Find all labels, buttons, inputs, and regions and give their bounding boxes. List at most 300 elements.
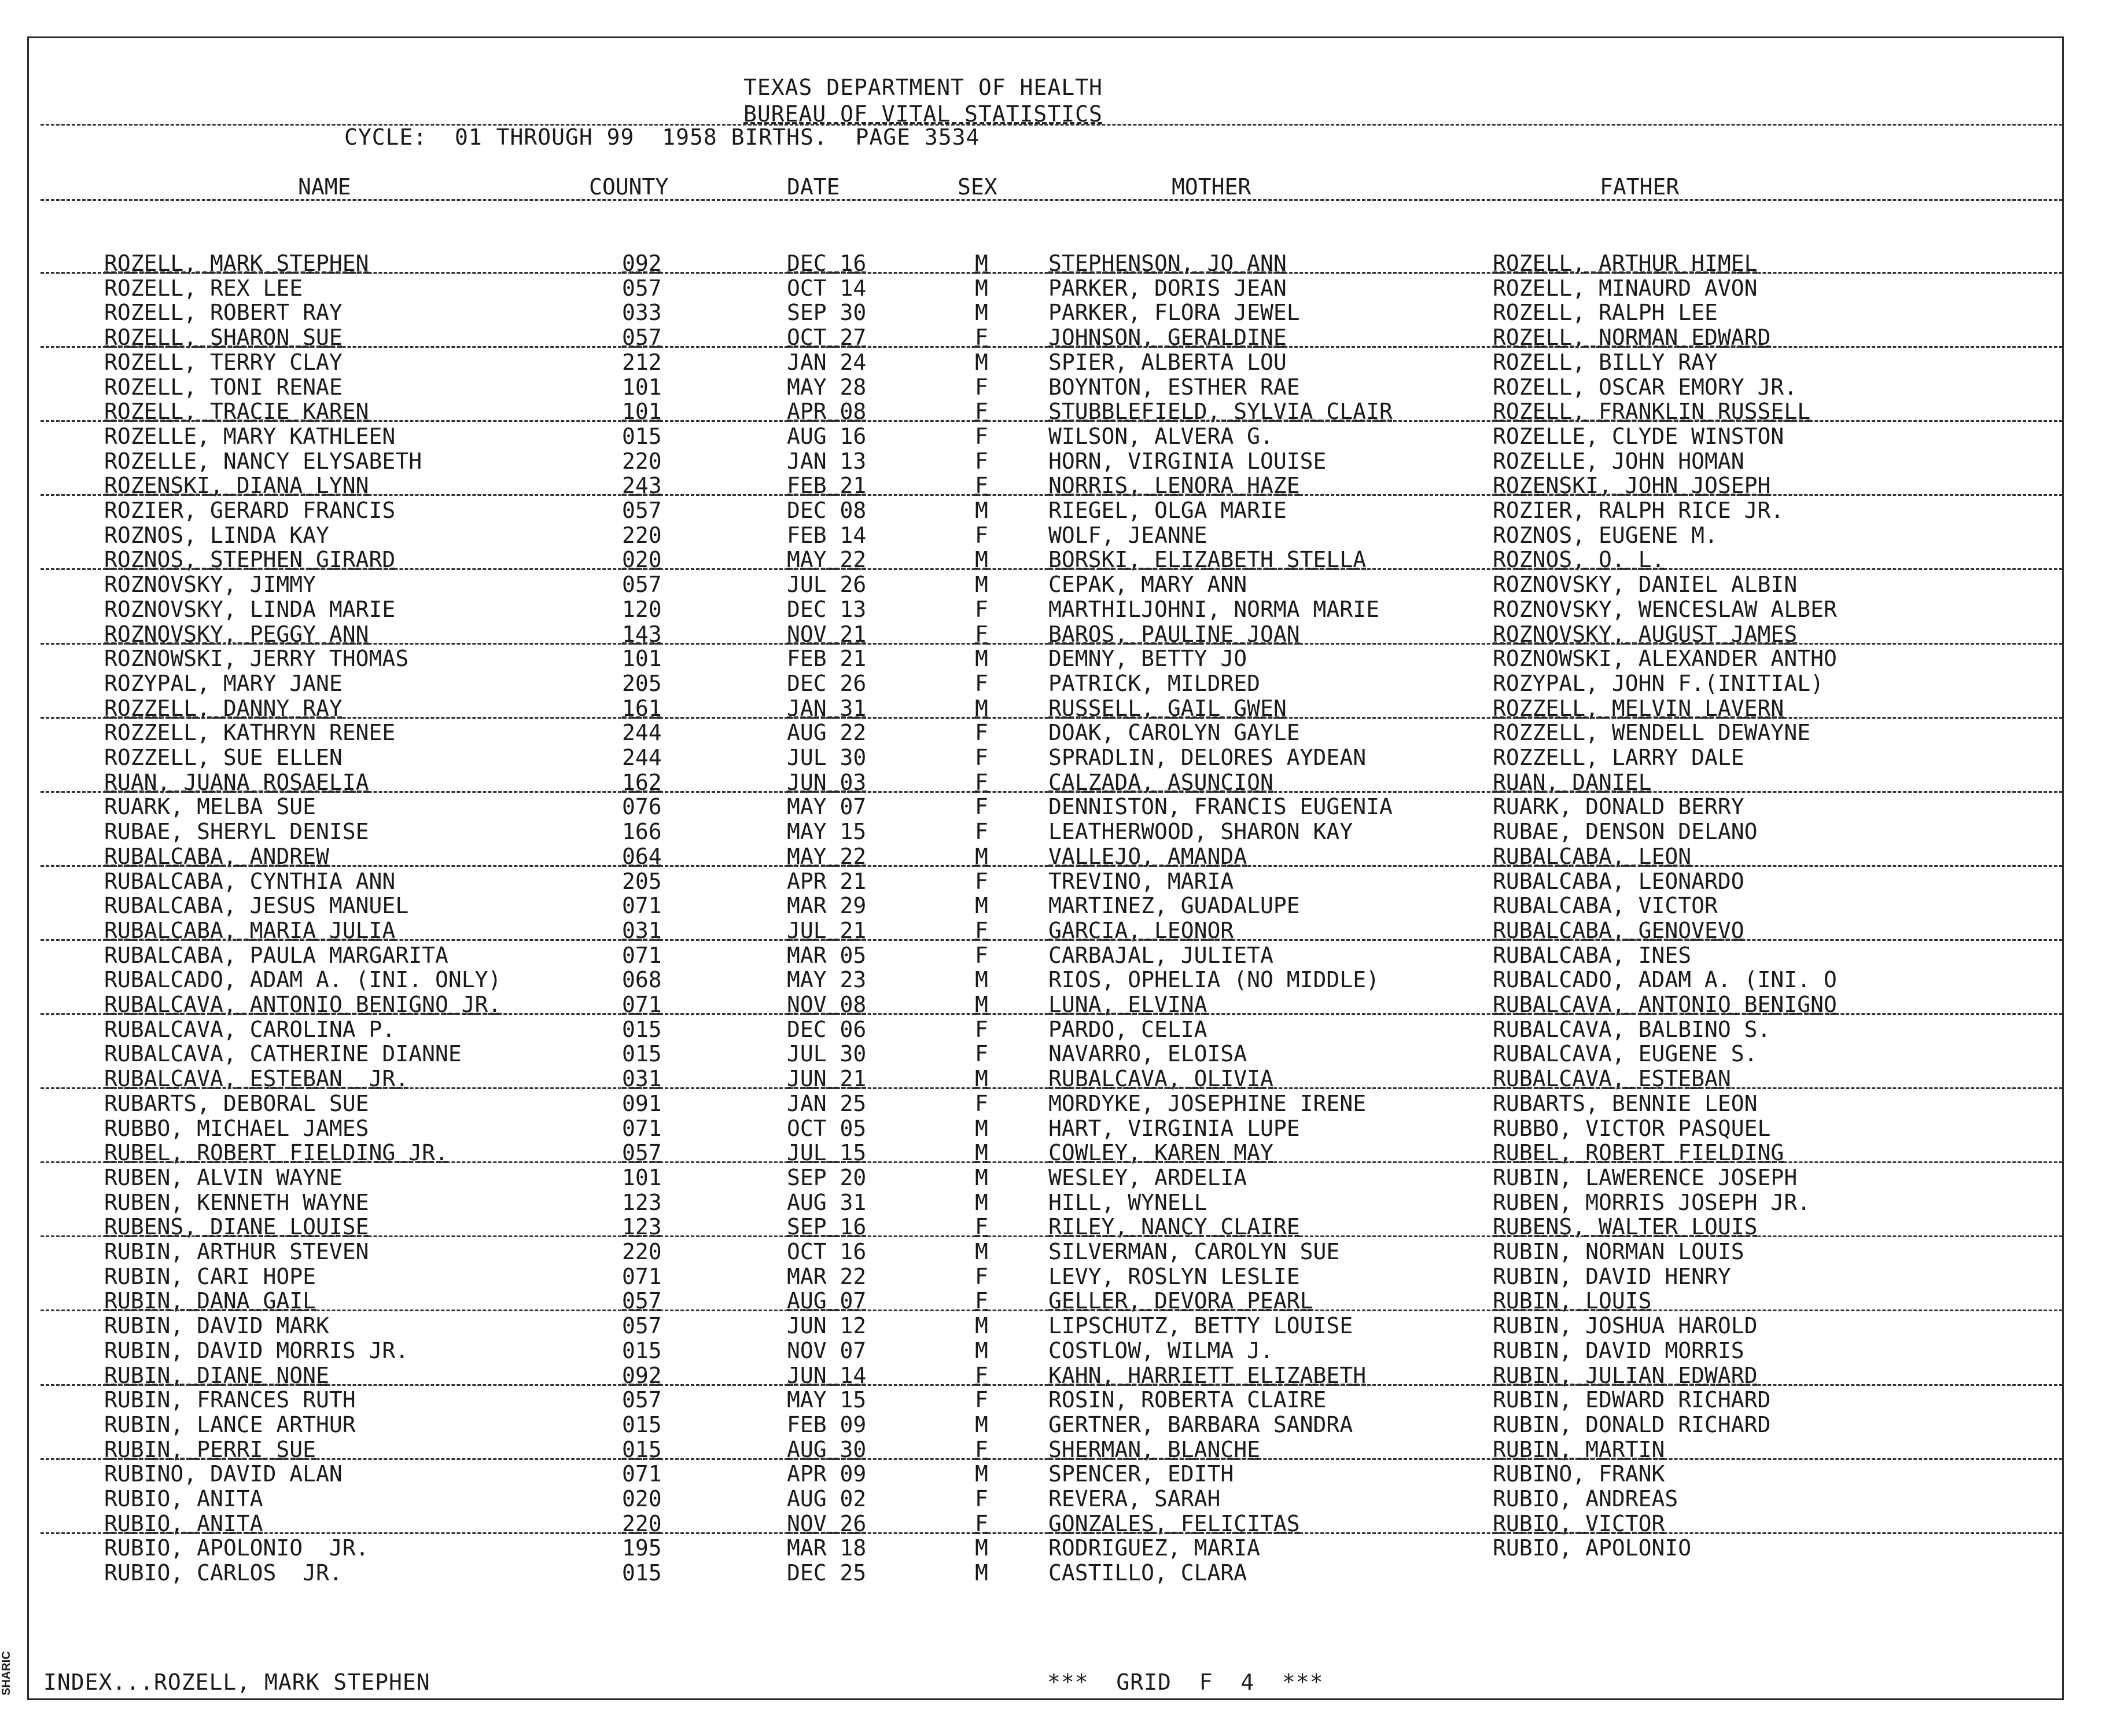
cell-mother: LEATHERWOOD, SHARON KAY — [1048, 819, 1353, 844]
cell-mother: BOYNTON, ESTHER RAE — [1048, 374, 1300, 400]
cell-county: 205 — [622, 671, 662, 696]
cell-name: ROZELL, ROBERT RAY — [104, 300, 343, 325]
cell-name: RUBIO, ANITA — [104, 1511, 263, 1536]
cell-sex: M — [975, 1165, 988, 1190]
cell-date: SEP 16 — [787, 1214, 867, 1240]
cell-name: ROZZELL, DANNY RAY — [104, 696, 343, 721]
cell-county: 212 — [622, 350, 662, 375]
cell-date: FEB 21 — [787, 473, 867, 498]
table-row — [0, 1388, 2117, 1413]
cell-date: JAN 24 — [787, 350, 867, 375]
cell-date: NOV 26 — [787, 1511, 867, 1536]
cell-mother: TREVINO, MARIA — [1048, 869, 1234, 894]
cell-county: 033 — [622, 300, 662, 325]
cell-date: NOV 21 — [787, 621, 867, 647]
cell-date: OCT 14 — [787, 275, 867, 301]
cell-date: MAY 28 — [787, 374, 867, 400]
cell-father: ROZELL, FRANKLIN RUSSELL — [1493, 399, 1811, 424]
cell-county: 015 — [622, 1017, 662, 1042]
cell-sex: F — [975, 523, 988, 548]
table-row — [0, 449, 2117, 474]
cell-date: MAY 23 — [787, 967, 867, 992]
row-group-divider — [41, 1310, 2063, 1311]
cell-father: RUBENS, WALTER LOUIS — [1493, 1214, 1758, 1240]
cell-name: RUBIN, ARTHUR STEVEN — [104, 1239, 369, 1264]
cell-father: ROZELL, MINAURD AVON — [1493, 275, 1758, 301]
cell-county: 071 — [622, 1116, 662, 1141]
table-row — [0, 424, 2117, 449]
cell-date: OCT 05 — [787, 1116, 867, 1141]
cell-county: 071 — [622, 943, 662, 968]
cell-name: ROZELL, TERRY CLAY — [104, 350, 343, 375]
cell-county: 101 — [622, 1165, 662, 1190]
row-group-divider — [41, 1161, 2063, 1163]
cell-father: ROZIER, RALPH RICE JR. — [1493, 498, 1784, 523]
cell-county: 020 — [622, 547, 662, 572]
table-row — [0, 943, 2117, 968]
cell-county: 220 — [622, 448, 662, 474]
cell-sex: M — [975, 1535, 988, 1561]
cell-name: RUBALCADO, ADAM A. (INI. ONLY) — [104, 967, 502, 992]
table-row — [0, 1042, 2117, 1066]
cell-county: 057 — [622, 1288, 662, 1314]
cell-father: RUARK, DONALD BERRY — [1493, 794, 1744, 819]
cell-sex: M — [975, 300, 988, 325]
cell-date: FEB 21 — [787, 646, 867, 671]
cell-father: ROZNOVSKY, DANIEL ALBIN — [1493, 572, 1798, 597]
cell-date: JUL 30 — [787, 1041, 867, 1066]
cell-mother: RILEY, NANCY CLAIRE — [1048, 1214, 1300, 1240]
cell-sex: F — [975, 1511, 988, 1536]
cell-county: 064 — [622, 844, 662, 869]
table-row — [0, 1314, 2117, 1338]
cell-county: 101 — [622, 646, 662, 671]
cell-mother: RUBALCAVA, OLIVIA — [1048, 1066, 1273, 1091]
cell-name: RUBEN, KENNETH WAYNE — [104, 1190, 369, 1215]
cell-county: 031 — [622, 1066, 662, 1091]
row-group-divider — [41, 1458, 2063, 1460]
row-group-divider — [41, 791, 2063, 793]
cell-father: RUBIN, DAVID MORRIS — [1493, 1338, 1744, 1363]
cell-sex: M — [975, 844, 988, 869]
cell-name: RUBARTS, DEBORAL SUE — [104, 1091, 369, 1116]
cell-name: RUBIN, CARI HOPE — [104, 1264, 316, 1289]
column-header-name: NAME — [298, 174, 351, 200]
cell-father: RUBIN, LOUIS — [1493, 1288, 1652, 1314]
cell-county: 020 — [622, 1486, 662, 1511]
cell-name: RUBIO, CARLOS JR. — [104, 1560, 343, 1586]
cell-date: OCT 27 — [787, 325, 867, 350]
table-row — [0, 720, 2117, 745]
cell-name: RUBIN, LANCE ARTHUR — [104, 1412, 356, 1437]
row-group-divider — [41, 272, 2063, 274]
cell-name: RUBEL, ROBERT FIELDING JR. — [104, 1140, 448, 1165]
cell-sex: M — [975, 547, 988, 572]
cell-county: 068 — [622, 967, 662, 992]
table-row — [0, 1338, 2117, 1363]
cell-sex: M — [975, 251, 988, 276]
cell-sex: M — [975, 572, 988, 597]
cell-mother: STEPHENSON, JO ANN — [1048, 251, 1287, 276]
cell-father: RUBALCABA, VICTOR — [1493, 893, 1718, 918]
row-group-divider — [41, 1532, 2063, 1534]
cell-sex: F — [975, 473, 988, 498]
cell-date: MAY 15 — [787, 1387, 867, 1413]
cell-name: RUBIN, DANA GAIL — [104, 1288, 316, 1314]
cell-mother: SHERMAN, BLANCHE — [1048, 1437, 1261, 1462]
cell-mother: MARTHILJOHNI, NORMA MARIE — [1048, 597, 1379, 622]
column-header-father: FATHER — [1600, 174, 1680, 200]
cell-mother: HORN, VIRGINIA LOUISE — [1048, 448, 1327, 474]
cell-county: 071 — [622, 1264, 662, 1289]
table-row — [0, 300, 2117, 325]
row-group-divider — [41, 865, 2063, 867]
table-row — [0, 795, 2117, 819]
header-bureau: BUREAU OF VITAL STATISTICS — [743, 101, 1103, 127]
cell-date: AUG 07 — [787, 1288, 867, 1314]
cell-name: ROZELL, SHARON SUE — [104, 325, 343, 350]
cell-county: 057 — [622, 572, 662, 597]
cell-county: 057 — [622, 1387, 662, 1413]
cell-father: RUBIO, ANDREAS — [1493, 1486, 1678, 1511]
cell-county: 071 — [622, 1461, 662, 1487]
cell-sex: M — [975, 967, 988, 992]
cell-date: DEC 26 — [787, 671, 867, 696]
table-row — [0, 671, 2117, 696]
cell-county: 015 — [622, 1560, 662, 1586]
cell-father: ROZENSKI, JOHN JOSEPH — [1493, 473, 1771, 498]
cell-sex: F — [975, 770, 988, 795]
cell-mother: GONZALES, FELICITAS — [1048, 1511, 1300, 1536]
cell-father: RUBIO, VICTOR — [1493, 1511, 1665, 1536]
cell-date: JAN 25 — [787, 1091, 867, 1116]
cell-county: 015 — [622, 1437, 662, 1462]
cell-county: 091 — [622, 1091, 662, 1116]
cell-mother: VALLEJO, AMANDA — [1048, 844, 1247, 869]
cell-name: RUBALCABA, JESUS MANUEL — [104, 893, 409, 918]
cell-county: 071 — [622, 893, 662, 918]
row-group-divider — [41, 939, 2063, 941]
table-row — [0, 1561, 2117, 1586]
table-row — [0, 869, 2117, 894]
cell-county: 195 — [622, 1535, 662, 1561]
cell-mother: SPRADLIN, DELORES AYDEAN — [1048, 745, 1367, 770]
cell-father: RUBALCAVA, EUGENE S. — [1493, 1041, 1758, 1066]
cell-sex: F — [975, 1288, 988, 1314]
table-row — [0, 498, 2117, 523]
cell-date: JAN 13 — [787, 448, 867, 474]
cell-county: 244 — [622, 720, 662, 745]
cell-mother: DEMNY, BETTY JO — [1048, 646, 1247, 671]
cell-sex: F — [975, 671, 988, 696]
cell-name: ROZELLE, NANCY ELYSABETH — [104, 448, 422, 474]
cell-father: RUBALCABA, INES — [1493, 943, 1692, 968]
table-row — [0, 1116, 2117, 1141]
cell-sex: F — [975, 1041, 988, 1066]
cell-county: 220 — [622, 523, 662, 548]
table-row — [0, 1536, 2117, 1561]
cell-mother: HILL, WYNELL — [1048, 1190, 1207, 1215]
birth-records-table — [0, 251, 2117, 1605]
cell-date: JUN 12 — [787, 1313, 867, 1338]
row-group-divider — [41, 420, 2063, 422]
cell-date: DEC 16 — [787, 251, 867, 276]
cell-father: ROZZELL, WENDELL DEWAYNE — [1493, 720, 1811, 745]
cell-father: RUBIN, NORMAN LOUIS — [1493, 1239, 1744, 1264]
table-row — [0, 597, 2117, 622]
table-row — [0, 523, 2117, 548]
cell-father: RUBIN, DAVID HENRY — [1493, 1264, 1731, 1289]
table-row — [0, 1165, 2117, 1190]
cell-father: RUBALCABA, LEONARDO — [1493, 869, 1744, 894]
cell-sex: F — [975, 1091, 988, 1116]
cell-name: ROZENSKI, DIANA LYNN — [104, 473, 369, 498]
cell-county: 101 — [622, 374, 662, 400]
cell-father: RUBIN, JULIAN EDWARD — [1493, 1363, 1758, 1388]
cell-date: NOV 07 — [787, 1338, 867, 1363]
cell-sex: M — [975, 1116, 988, 1141]
cell-father: ROZYPAL, JOHN F.(INITIAL) — [1493, 671, 1824, 696]
cell-date: SEP 30 — [787, 300, 867, 325]
table-row — [0, 893, 2117, 918]
row-group-divider — [41, 717, 2063, 719]
cell-father: RUBALCAVA, BALBINO S. — [1493, 1017, 1771, 1042]
cell-mother: GELLER, DEVORA PEARL — [1048, 1288, 1313, 1314]
table-row — [0, 1017, 2117, 1042]
cell-date: APR 21 — [787, 869, 867, 894]
cell-father: ROZELL, NORMAN EDWARD — [1493, 325, 1771, 350]
cell-mother: CARBAJAL, JULIETA — [1048, 943, 1273, 968]
cell-mother: COSTLOW, WILMA J. — [1048, 1338, 1273, 1363]
cell-date: MAY 15 — [787, 819, 867, 844]
cell-name: RUBEN, ALVIN WAYNE — [104, 1165, 343, 1190]
cell-date: AUG 22 — [787, 720, 867, 745]
cell-sex: M — [975, 498, 988, 523]
cell-mother: PARKER, DORIS JEAN — [1048, 275, 1287, 301]
cell-name: RUBINO, DAVID ALAN — [104, 1461, 343, 1487]
cell-county: 076 — [622, 794, 662, 819]
cell-name: ROZNOS, LINDA KAY — [104, 523, 329, 548]
cell-mother: MARTINEZ, GUADALUPE — [1048, 893, 1300, 918]
cell-sex: M — [975, 646, 988, 671]
cell-father: ROZNOS, EUGENE M. — [1493, 523, 1718, 548]
cell-sex: F — [975, 794, 988, 819]
cell-father: RUBARTS, BENNIE LEON — [1493, 1091, 1758, 1116]
cell-date: SEP 20 — [787, 1165, 867, 1190]
cell-county: 057 — [622, 1140, 662, 1165]
cell-father: RUBALCABA, GENOVEVO — [1493, 918, 1744, 943]
table-row — [0, 1487, 2117, 1511]
cell-county: 123 — [622, 1190, 662, 1215]
cell-name: RUBIN, DIANE NONE — [104, 1363, 329, 1388]
cell-father: RUBIO, APOLONIO — [1493, 1535, 1692, 1561]
row-group-divider — [41, 1235, 2063, 1237]
row-group-divider — [41, 346, 2063, 348]
cell-mother: RIOS, OPHELIA (NO MIDDLE) — [1048, 967, 1379, 992]
cell-father: ROZELL, RALPH LEE — [1493, 300, 1718, 325]
cell-sex: M — [975, 1412, 988, 1437]
cell-sex: F — [975, 943, 988, 968]
cell-father: RUBALCAVA, ANTONIO BENIGNO — [1493, 992, 1837, 1017]
cell-county: 092 — [622, 251, 662, 276]
cell-name: ROZIER, GERARD FRANCIS — [104, 498, 396, 523]
cell-date: JUL 15 — [787, 1140, 867, 1165]
table-row — [0, 1413, 2117, 1437]
cell-father: RUBIN, EDWARD RICHARD — [1493, 1387, 1771, 1413]
cell-date: DEC 25 — [787, 1560, 867, 1586]
cell-county: 057 — [622, 1313, 662, 1338]
cell-name: RUBBO, MICHAEL JAMES — [104, 1116, 369, 1141]
cell-sex: M — [975, 1338, 988, 1363]
cell-sex: F — [975, 597, 988, 622]
row-group-divider — [41, 568, 2063, 570]
cell-father: ROZELLE, CLYDE WINSTON — [1493, 424, 1784, 449]
cell-mother: MORDYKE, JOSEPHINE IRENE — [1048, 1091, 1367, 1116]
cell-name: ROZELL, MARK STEPHEN — [104, 251, 369, 276]
cell-father: RUBALCABA, LEON — [1493, 844, 1692, 869]
cell-sex: F — [975, 621, 988, 647]
table-row — [0, 1264, 2117, 1289]
cell-sex: M — [975, 696, 988, 721]
cell-date: DEC 13 — [787, 597, 867, 622]
cell-date: JUN 03 — [787, 770, 867, 795]
cell-name: ROZELL, TRACIE KAREN — [104, 399, 369, 424]
cell-father: ROZELL, BILLY RAY — [1493, 350, 1718, 375]
cell-sex: M — [975, 1066, 988, 1091]
cell-county: 057 — [622, 498, 662, 523]
cell-father: RUBIN, DONALD RICHARD — [1493, 1412, 1771, 1437]
cell-mother: ROSIN, ROBERTA CLAIRE — [1048, 1387, 1327, 1413]
cell-sex: F — [975, 1264, 988, 1289]
cell-name: ROZELL, TONI RENAE — [104, 374, 343, 400]
cell-father: RUBALCADO, ADAM A. (INI. O — [1493, 967, 1837, 992]
cell-mother: DENNISTON, FRANCIS EUGENIA — [1048, 794, 1393, 819]
cell-sex: F — [975, 1437, 988, 1462]
cell-mother: LIPSCHUTZ, BETTY LOUISE — [1048, 1313, 1353, 1338]
cell-sex: F — [975, 448, 988, 474]
cell-sex: M — [975, 1190, 988, 1215]
table-row — [0, 572, 2117, 597]
cell-father: RUBEN, MORRIS JOSEPH JR. — [1493, 1190, 1811, 1215]
cell-father: RUBEL, ROBERT FIELDING — [1493, 1140, 1784, 1165]
cell-father: ROZNOVSKY, AUGUST JAMES — [1493, 621, 1798, 647]
table-row — [0, 1091, 2117, 1116]
cell-sex: F — [975, 1017, 988, 1042]
cell-sex: F — [975, 424, 988, 449]
cell-father: RUBIN, LAWERENCE JOSEPH — [1493, 1165, 1798, 1190]
cell-sex: F — [975, 720, 988, 745]
table-row — [0, 968, 2117, 992]
column-header-mother: MOTHER — [1172, 174, 1251, 200]
cell-date: JUL 21 — [787, 918, 867, 943]
cell-name: RUBIN, FRANCES RUTH — [104, 1387, 356, 1413]
cell-sex: M — [975, 275, 988, 301]
cell-mother: JOHNSON, GERALDINE — [1048, 325, 1287, 350]
cell-mother: PATRICK, MILDRED — [1048, 671, 1261, 696]
cell-mother: NAVARRO, ELOISA — [1048, 1041, 1247, 1066]
cell-mother: BORSKI, ELIZABETH STELLA — [1048, 547, 1367, 572]
cell-mother: PARDO, CELIA — [1048, 1017, 1207, 1042]
cell-mother: WESLEY, ARDELIA — [1048, 1165, 1247, 1190]
cell-sex: M — [975, 1313, 988, 1338]
cell-mother: HART, VIRGINIA LUPE — [1048, 1116, 1300, 1141]
cell-father: ROZNOWSKI, ALEXANDER ANTHO — [1493, 646, 1837, 671]
cell-mother: BAROS, PAULINE JOAN — [1048, 621, 1300, 647]
cell-mother: WILSON, ALVERA G. — [1048, 424, 1273, 449]
cell-name: RUBIO, APOLONIO JR. — [104, 1535, 369, 1561]
cell-county: 015 — [622, 1041, 662, 1066]
cell-father: RUBIN, JOSHUA HAROLD — [1493, 1313, 1758, 1338]
cell-sex: M — [975, 350, 988, 375]
cell-date: MAY 07 — [787, 794, 867, 819]
cell-date: MAR 22 — [787, 1264, 867, 1289]
cell-date: JAN 31 — [787, 696, 867, 721]
cell-county: 161 — [622, 696, 662, 721]
cell-date: JUN 14 — [787, 1363, 867, 1388]
cell-mother: LUNA, ELVINA — [1048, 992, 1207, 1017]
header-cycle: CYCLE: 01 THROUGH 99 1958 BIRTHS. PAGE 3534 — [344, 124, 980, 150]
cell-county: 244 — [622, 745, 662, 770]
cell-sex: M — [975, 893, 988, 918]
cell-mother: KAHN, HARRIETT ELIZABETH — [1048, 1363, 1367, 1388]
side-stamp — [0, 1638, 23, 1701]
cell-sex: M — [975, 1461, 988, 1487]
cell-father: ROZELL, OSCAR EMORY JR. — [1493, 374, 1798, 400]
row-group-divider — [41, 643, 2063, 645]
cell-father: RUBALCAVA, ESTEBAN — [1493, 1066, 1731, 1091]
cell-date: DEC 06 — [787, 1017, 867, 1042]
cell-name: ROZYPAL, MARY JANE — [104, 671, 343, 696]
cell-mother: CASTILLO, CLARA — [1048, 1560, 1247, 1586]
cell-sex: F — [975, 869, 988, 894]
cell-county: 166 — [622, 819, 662, 844]
cell-father: RUBIN, MARTIN — [1493, 1437, 1665, 1462]
cell-father: RUBAE, DENSON DELANO — [1493, 819, 1758, 844]
cell-name: ROZNOVSKY, JIMMY — [104, 572, 316, 597]
cell-name: RUBIO, ANITA — [104, 1486, 263, 1511]
column-header-county: COUNTY — [589, 174, 669, 200]
cell-county: 162 — [622, 770, 662, 795]
cell-name: ROZNOWSKI, JERRY THOMAS — [104, 646, 409, 671]
cell-sex: M — [975, 1560, 988, 1586]
cell-date: AUG 31 — [787, 1190, 867, 1215]
cell-father: RUBBO, VICTOR PASQUEL — [1493, 1116, 1771, 1141]
cell-county: 015 — [622, 1338, 662, 1363]
cell-date: MAR 05 — [787, 943, 867, 968]
cell-date: FEB 09 — [787, 1412, 867, 1437]
cell-county: 057 — [622, 275, 662, 301]
cell-name: RUBAE, SHERYL DENISE — [104, 819, 369, 844]
cell-mother: NORRIS, LENORA HAZE — [1048, 473, 1300, 498]
cell-name: ROZZELL, SUE ELLEN — [104, 745, 343, 770]
cell-mother: RUSSELL, GAIL GWEN — [1048, 696, 1287, 721]
cell-mother: WOLF, JEANNE — [1048, 523, 1207, 548]
cell-county: 015 — [622, 424, 662, 449]
cell-father: ROZZELL, LARRY DALE — [1493, 745, 1744, 770]
cell-father: RUAN, DANIEL — [1493, 770, 1652, 795]
cell-name: RUBIN, DAVID MARK — [104, 1313, 329, 1338]
column-header-date: DATE — [787, 174, 840, 200]
cell-sex: F — [975, 1486, 988, 1511]
cell-date: AUG 02 — [787, 1486, 867, 1511]
cell-name: RUBALCAVA, CAROLINA P. — [104, 1017, 396, 1042]
cell-mother: SILVERMAN, CAROLYN SUE — [1048, 1239, 1340, 1264]
row-group-divider — [41, 1087, 2063, 1089]
table-row — [0, 819, 2117, 844]
cell-county: 120 — [622, 597, 662, 622]
cell-date: AUG 30 — [787, 1437, 867, 1462]
cell-mother: RIEGEL, OLGA MARIE — [1048, 498, 1287, 523]
